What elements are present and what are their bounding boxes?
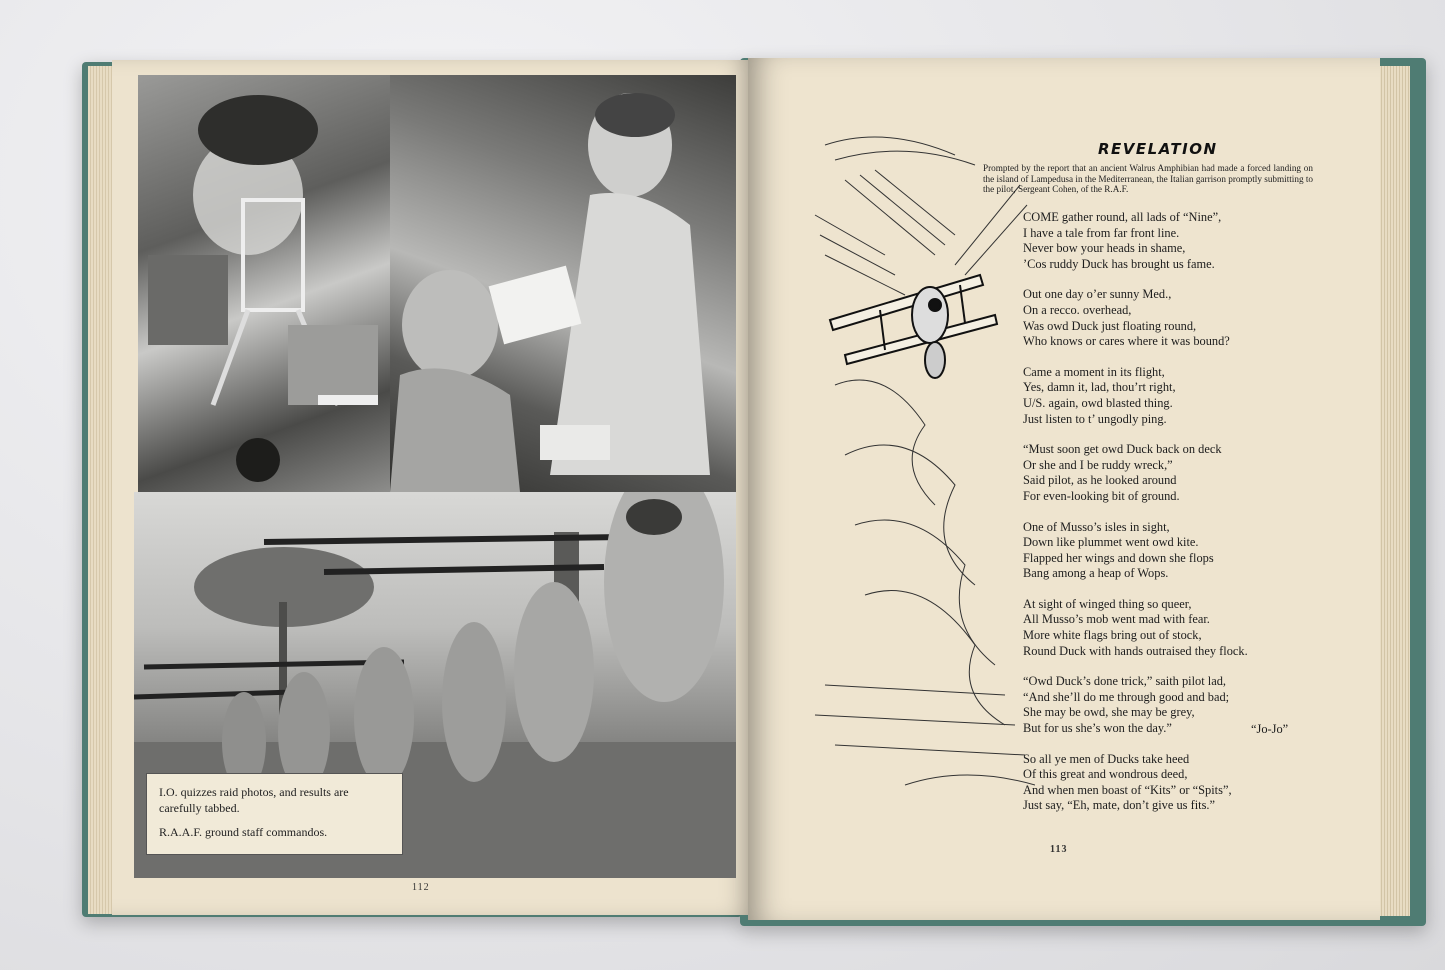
- poem-line: Down like plummet went owd kite.: [1023, 535, 1199, 550]
- biplane-icon: [830, 275, 997, 378]
- poem-line: She may be owd, she may be grey,: [1023, 705, 1195, 720]
- stanza: [1023, 752, 1323, 814]
- poem-line: I have a tale from far front line.: [1023, 225, 1180, 240]
- poem-line: Round Duck with hands outraised they flock.: [1023, 643, 1248, 658]
- poem-signature: “Jo-Jo”: [1251, 722, 1289, 736]
- poem-line: Never bow your heads in shame,: [1023, 241, 1186, 256]
- poem-line: One of Musso’s isles in sight,: [1023, 519, 1170, 534]
- poem-line: So all ye men of Ducks take heed: [1023, 751, 1190, 766]
- photo-men-with-files: [390, 75, 736, 492]
- stanza: [1023, 210, 1323, 272]
- page-number-right: 113: [1050, 844, 1068, 855]
- poem-line: Just say, “Eh, mate, don’t give us fits.”: [1023, 798, 1216, 813]
- photo-officer-stereoscope: [138, 75, 390, 492]
- poem-title: REVELATION: [1098, 140, 1218, 158]
- poem-line: U/S. again, owd blasted thing.: [1023, 395, 1173, 410]
- stanza: [1023, 365, 1323, 427]
- poem-line: All Musso’s mob went mad with fear.: [1023, 612, 1210, 627]
- poem-line: Bang among a heap of Wops.: [1023, 566, 1169, 581]
- poem-line: At sight of winged thing so queer,: [1023, 596, 1192, 611]
- poem-line: Came a moment in its flight,: [1023, 364, 1165, 379]
- poem-line: Of this great and wondrous deed,: [1023, 767, 1188, 782]
- poem-line: Said pilot, as he looked around: [1023, 473, 1177, 488]
- photo-caption-box: [146, 773, 403, 855]
- poem-line: Out one day o’er sunny Med.,: [1023, 287, 1172, 302]
- poem-line: More white flags bring out of stock,: [1023, 628, 1202, 643]
- poem-line: “Owd Duck’s done trick,” saith pilot lad,: [1023, 674, 1227, 689]
- poem-line: Just listen to t’ ungodly ping.: [1023, 411, 1167, 426]
- poem-line: “And she’ll do me through good and bad;: [1023, 689, 1230, 704]
- stanza: [1023, 597, 1323, 659]
- caption-2: R.A.A.F. ground staff commandos.: [159, 825, 328, 839]
- poem-line: For even-looking bit of ground.: [1023, 488, 1180, 503]
- stanza: [1023, 287, 1323, 349]
- poem-line: Yes, damn it, lad, thou’rt right,: [1023, 380, 1176, 395]
- stanza: [1023, 520, 1323, 582]
- page-number-left: 112: [412, 882, 430, 893]
- illustration-biplane: [805, 125, 1035, 825]
- poem-line: Flapped her wings and down she flops: [1023, 550, 1214, 565]
- poem-intro: Prompted by the report that an ancient Walrus Amphibian had made a forced landing on the island of Lampedusa in the Mediterranean, the Italian garrison promptly submitting to the pilot, Sergeant Cohen, of the R.A.F.: [983, 163, 1313, 194]
- stanza: [1023, 442, 1323, 504]
- poem-line: And when men boast of “Kits” or “Spits”,: [1023, 782, 1232, 797]
- poem-line: Who knows or cares where it was bound?: [1023, 334, 1230, 349]
- poem-line: Was owd Duck just floating round,: [1023, 318, 1197, 333]
- poem-line: On a recco. overhead,: [1023, 302, 1132, 317]
- caption-1: I.O. quizzes raid photos, and results are carefully tabbed.: [159, 785, 349, 815]
- poem-line: COME gather round, all lads of “Nine”,: [1023, 210, 1222, 224]
- poem-line: “Must soon get owd Duck back on deck: [1023, 442, 1222, 457]
- poem-line: Or she and I be ruddy wreck,”: [1023, 457, 1173, 472]
- poem-line: But for us she’s won the day.”: [1023, 721, 1172, 736]
- poem-line: ’Cos ruddy Duck has brought us fame.: [1023, 256, 1215, 271]
